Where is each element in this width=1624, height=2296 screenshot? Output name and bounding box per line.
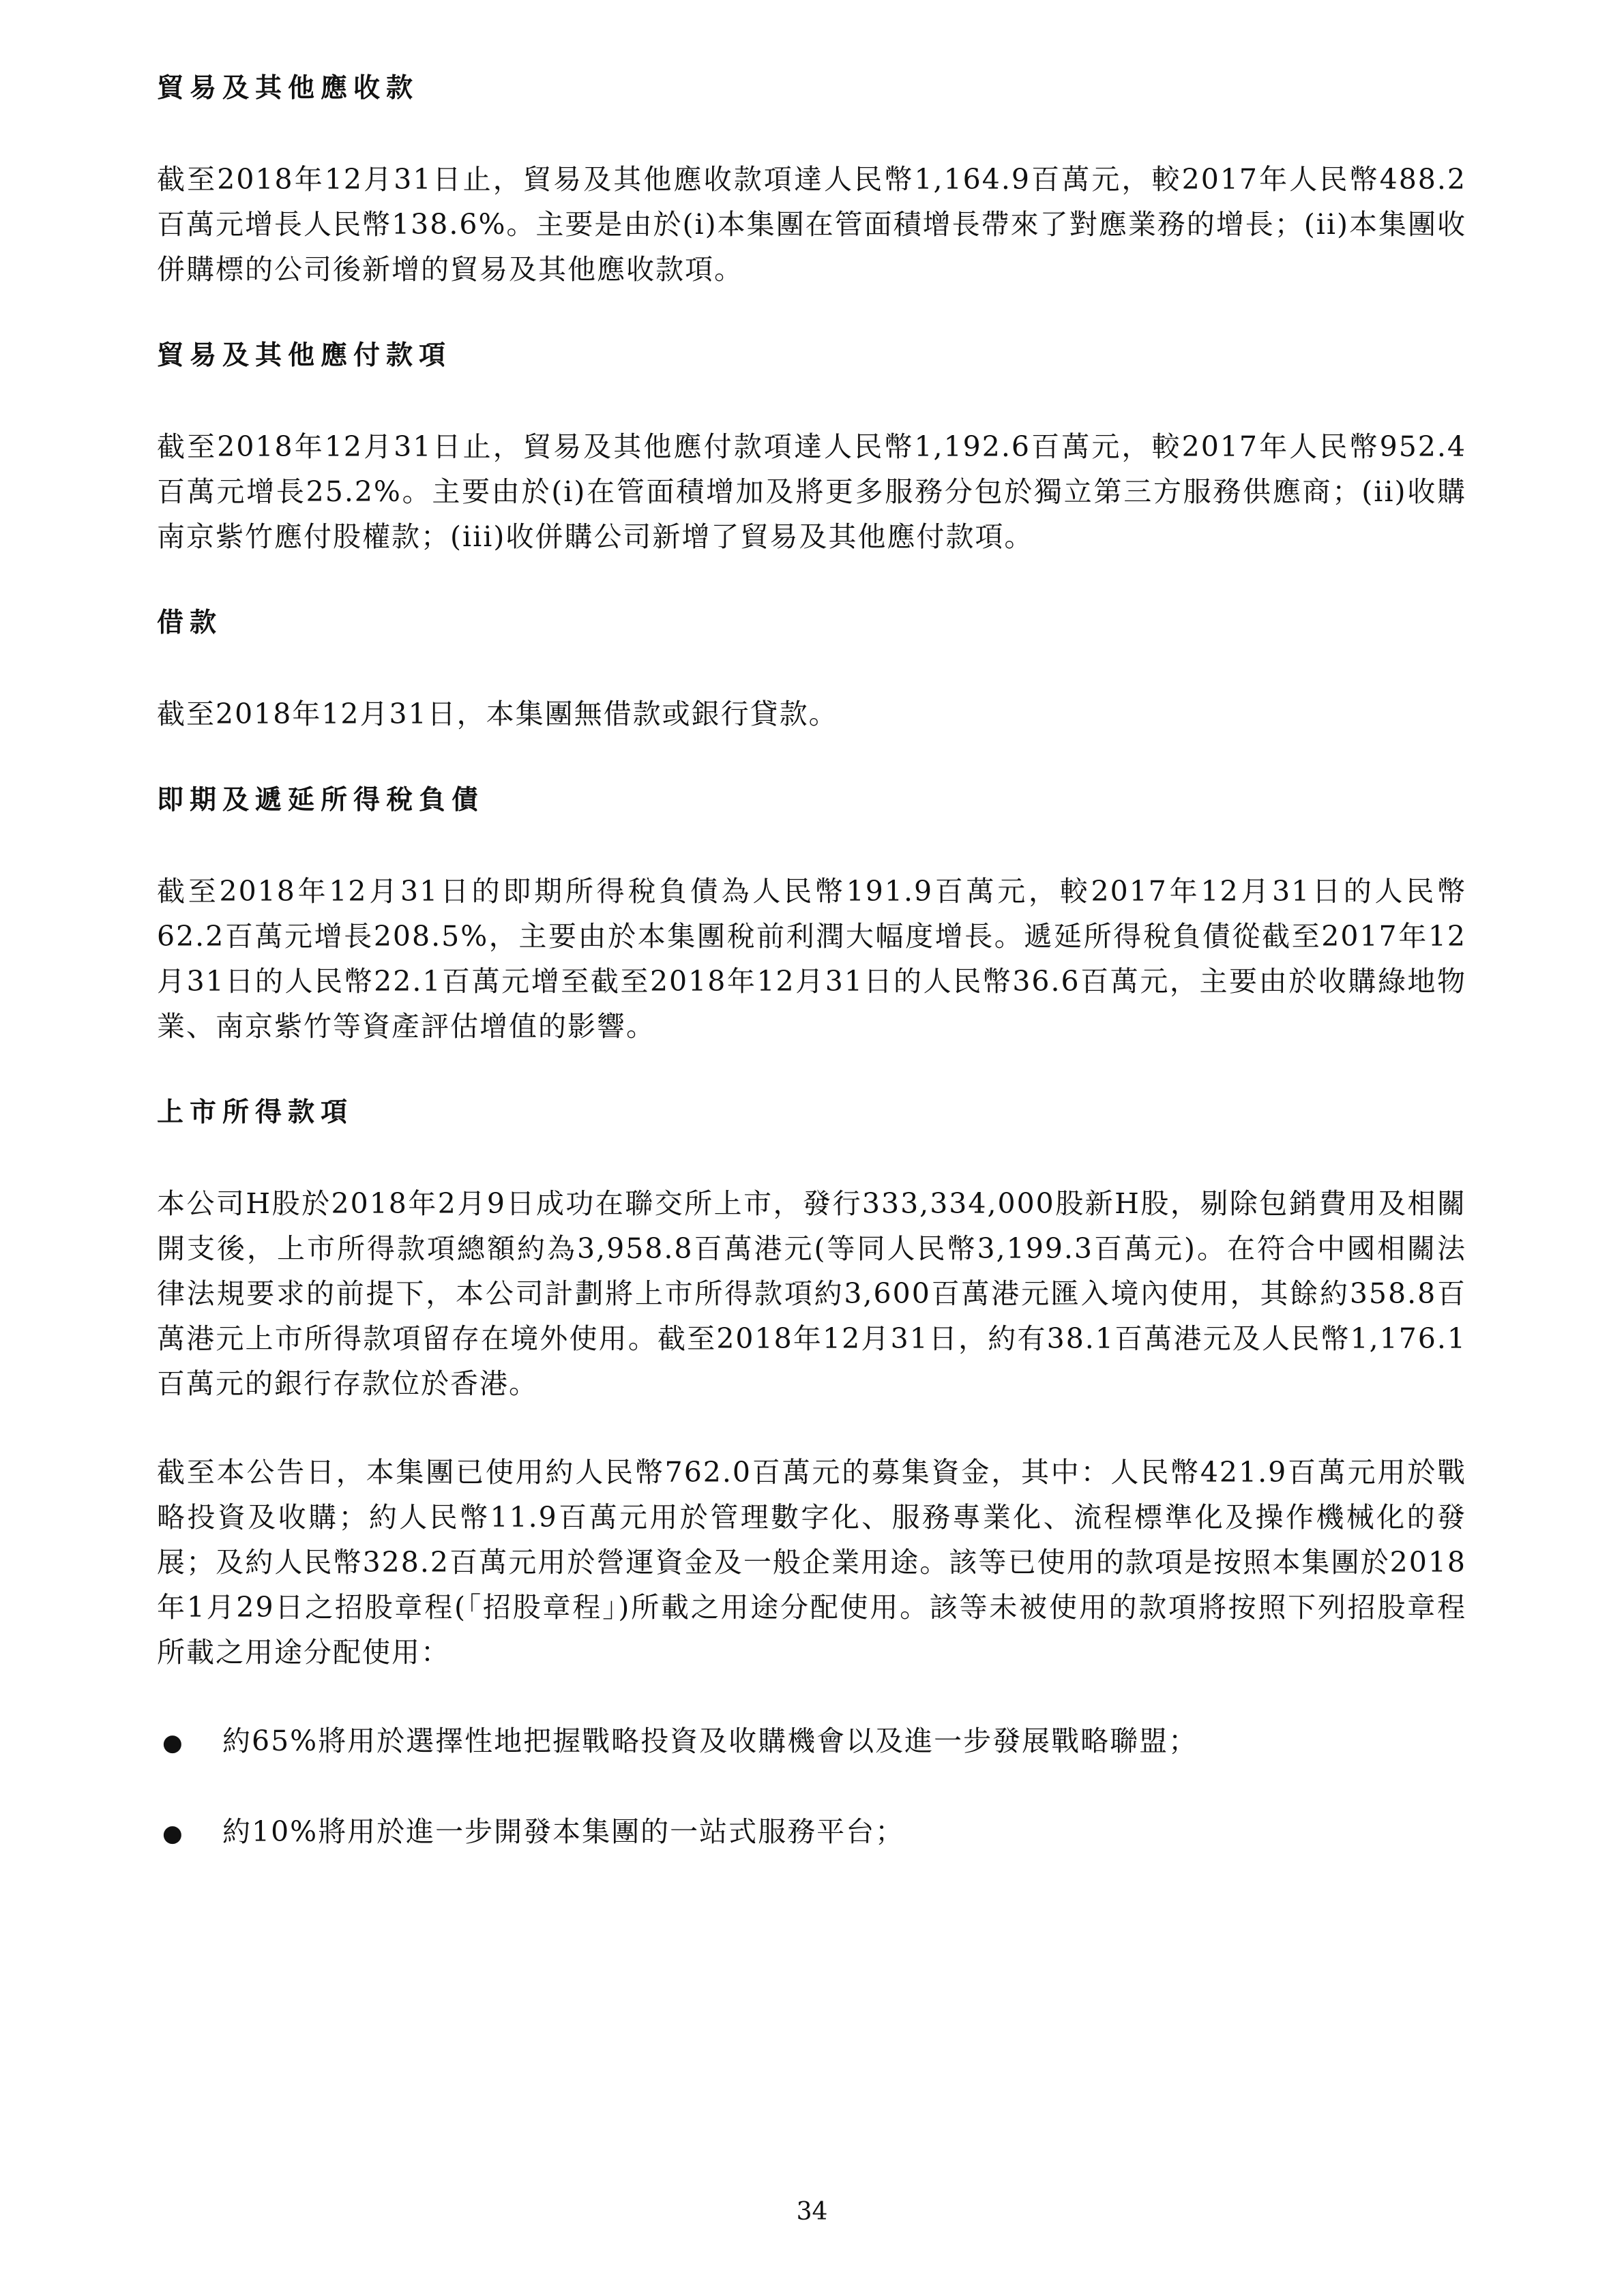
bullet-icon: ● [162, 1820, 184, 1847]
paragraph-borrowings: 截至2018年12月31日，本集團無借款或銀行貸款。 [157, 698, 838, 730]
bullet-icon: ● [162, 1729, 184, 1757]
section-heading-trade-receivables: 貿易及其他應收款 [157, 73, 419, 104]
section-heading-borrowings: 借款 [157, 608, 223, 638]
paragraph-ipo-proceeds-2: 截至本公告日，本集團已使用約人民幣762.0百萬元的募集資金，其中：人民幣421.9百萬元用於戰略投資及收購；約人民幣11.9百萬元用於管理數字化、服務專業化、流程標準化及操作機械化的發展；及約人民幣328.2百萬元用於營運資金及一般企業用途。該等已使用的款項是按照本集團於2018年1月29日之招股章程(「招股章程」)所載之用途分配使用。該等未被使用的款項將按照下列招股章程所載之用途分配使用： [157, 1456, 1466, 1669]
section-heading-tax-liabilities: 即期及遞延所得稅負債 [157, 785, 485, 816]
list-item [157, 1809, 1466, 1856]
section-heading-trade-payables: 貿易及其他應付款項 [157, 340, 452, 371]
paragraph-trade-receivables: 截至2018年12月31日止，貿易及其他應收款項達人民幣1,164.9百萬元，較2017年人民幣488.2百萬元增長人民幣138.6%。主要是由於(i)本集團在管面積增長帶來了對應業務的增長；(ii)本集團收併購標的公司後新增的貿易及其他應收款項。 [157, 163, 1466, 286]
section-heading-ipo-proceeds: 上市所得款項 [157, 1097, 354, 1128]
paragraph-tax-liabilities: 截至2018年12月31日的即期所得稅負債為人民幣191.9百萬元，較2017年12月31日的人民幣62.2百萬元增長208.5%，主要由於本集團稅前利潤大幅度增長。遞延所得稅負債從截至2017年12月31日的人民幣22.1百萬元增至截至2018年12月31日的人民幣36.6百萬元，主要由於收購綠地物業、南京紫竹等資產評估增值的影響。 [157, 875, 1466, 1043]
paragraph-ipo-proceeds-1: 本公司H股於2018年2月9日成功在聯交所上市，發行333,334,000股新H股，剔除包銷費用及相關開支後，上市所得款項總額約為3,958.8百萬港元(等同人民幣3,199.3百萬元)。在符合中國相關法律法規要求的前提下，本公司計劃將上市所得款項約3,600百萬港元匯入境內使用，其餘約358.8百萬港元上市所得款項留存在境外使用。截至2018年12月31日，約有38.1百萬港元及人民幣1,176.1百萬元的銀行存款位於香港。 [157, 1187, 1466, 1400]
list-item-text: 約65%將用於選擇性地把握戰略投資及收購機會以及進一步發展戰略聯盟； [222, 1725, 1198, 1757]
page-number: 34 [796, 2198, 828, 2226]
list-item [157, 1718, 1466, 1765]
document-page [157, 68, 1466, 1856]
list-item-text: 約10%將用於進一步開發本集團的一站式服務平台； [222, 1815, 905, 1848]
paragraph-trade-payables: 截至2018年12月31日止，貿易及其他應付款項達人民幣1,192.6百萬元，較2017年人民幣952.4百萬元增長25.2%。主要由於(i)在管面積增加及將更多服務分包於獨立第三方服務供應商；(ii)收購南京紫竹應付股權款；(iii)收併購公司新增了貿易及其他應付款項。 [157, 430, 1466, 553]
